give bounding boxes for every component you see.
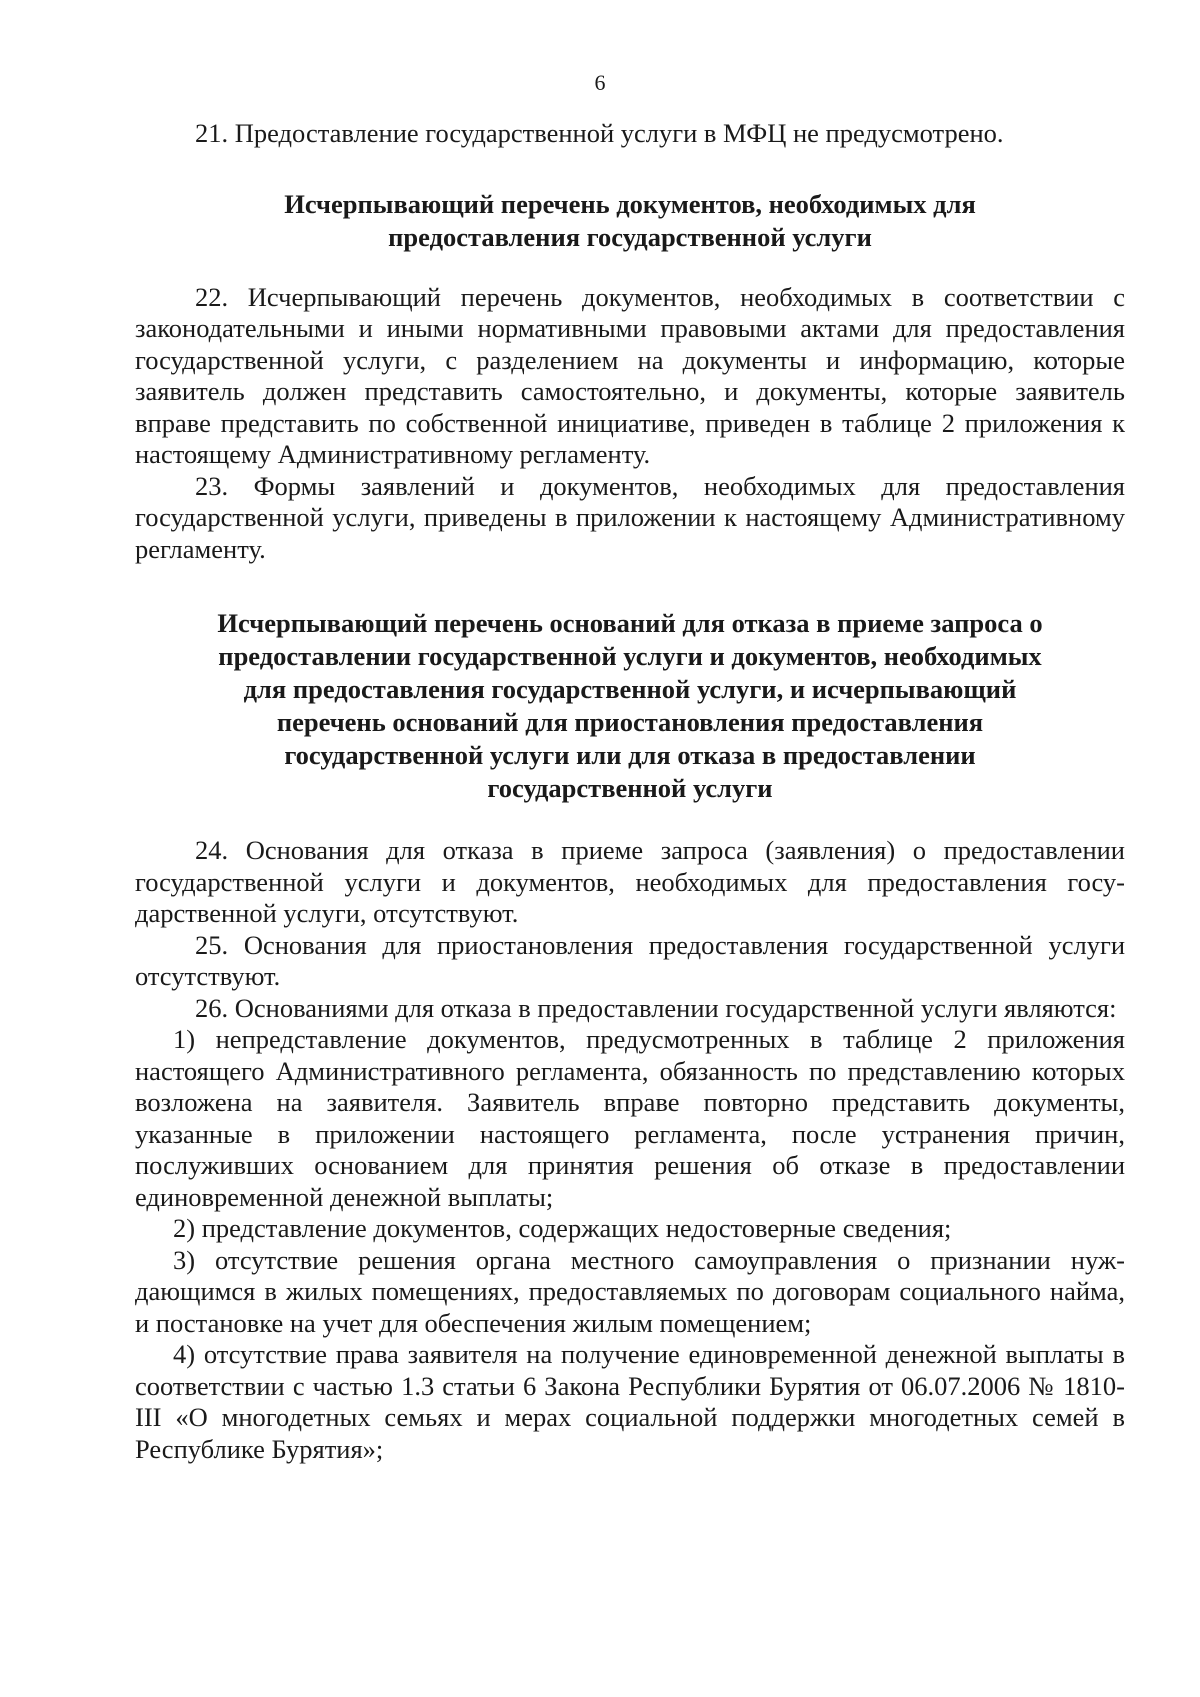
section-heading-refusal-grounds: Исчерпывающий перечень оснований для отказа в приеме запроса о предоставлении государственной услуги и документов, необходимых для предоставления государственной услуги, и исчерпывающий перечень оснований для приостановления предоставления государственной услуги или для отказа в предоставлении государственной услуги	[217, 608, 1043, 803]
page-number: 6	[594, 70, 606, 95]
paragraph-22: 22. Исчерпывающий перечень документов, необходимых в соответствии с законодательными и иными нормативными правовыми актами для предоставления государственной услуги, с разделением на документы и информацию, которые заявитель должен представить самостоятельно, и документы, которые заявитель вправе представить по собственной инициативе, приведен в таблице 2 приложения к настоящему Административному регламенту.	[135, 281, 1125, 469]
paragraph-21: 21. Предоставление государственной услуги в МФЦ не предусмотрено.	[195, 118, 1004, 148]
list-item-4: 4) отсутствие права заявителя на получение единовременной денежной выплаты в соответствии с частью 1.3 статьи 6 Закона Республики Бурятия от 06.07.2006 № 1810-III «О многодетных семьях и мерах социальной поддержки многодетных семей в Республике Бурятия»;	[135, 1339, 1125, 1464]
list-item-2: 2) представление документов, содержащих недостоверные сведения;	[173, 1213, 952, 1243]
page-content	[135, 108, 1125, 1465]
section-heading-documents: Исчерпывающий перечень документов, необходимых для предоставления государственной услуги	[284, 188, 976, 252]
paragraph-26: 26. Основаниями для отказа в предоставлении государственной услуги являются:	[195, 992, 1117, 1023]
list-item-1: 1) непредставление документов, предусмотренных в таблице 2 приложения настоящего Административного регламента, обязанность по представлению которых возложена на заявителя. Заявитель вправе повторно представить документы, указанные в приложении настоящего регламента, после устранения причин, послуживших основанием для принятия решения об отказе в предоставлении единовременной денежной выплаты;	[135, 1024, 1125, 1212]
paragraph-25: 25. Основания для приостановления предоставления государственной услуги отсутствуют.	[135, 929, 1125, 991]
list-item-3: 3) отсутствие решения органа местного самоуправления о признании нуждающимся в жилых помещениях, предоставляемых по договорам социального найма, и постановке на учет для обеспечения жилым помещением;	[135, 1244, 1125, 1338]
paragraph-24: 24. Основания для отказа в приеме запроса (заявления) о предоставлении государственной услуги и документов, необходимых для предоставления государственной услуги, отсутствуют.	[135, 835, 1125, 928]
paragraph-23: 23. Формы заявлений и документов, необходимых для предоставления государственной услуги, приведены в приложении к настоящему Административному регламенту.	[135, 470, 1125, 564]
